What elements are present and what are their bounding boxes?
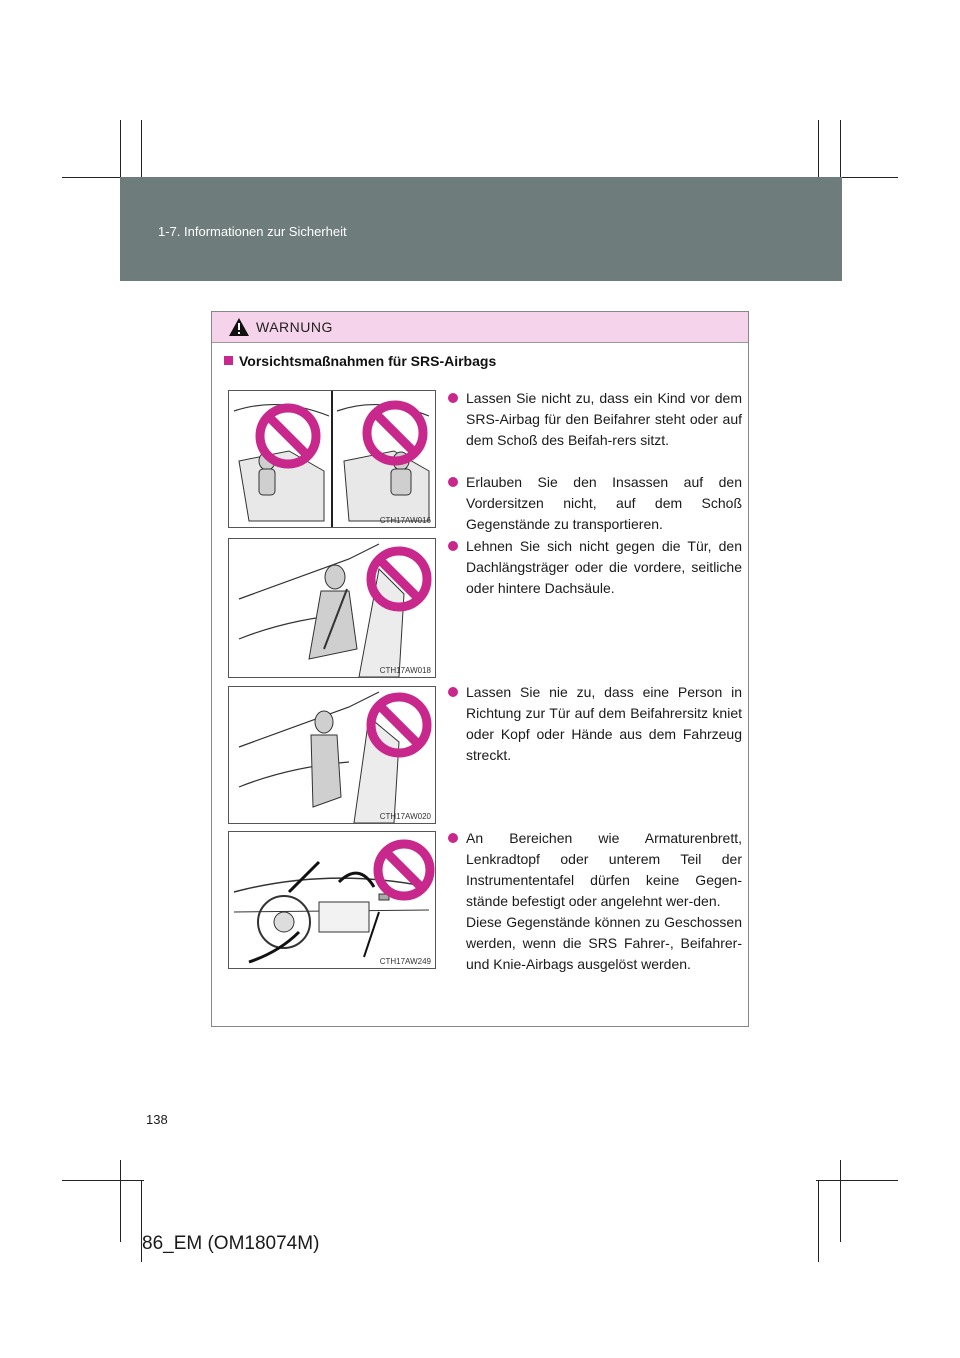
warning-box xyxy=(211,311,749,1027)
illustration-lean-door xyxy=(228,538,436,678)
illustration-code: CTH17AW249 xyxy=(379,957,431,966)
prohibition-icon xyxy=(378,844,430,896)
page-number: 138 xyxy=(146,1112,168,1127)
crop-mark xyxy=(840,1160,841,1242)
illustration-kneel-door xyxy=(228,686,436,824)
lean-door-drawing xyxy=(229,539,435,677)
crop-mark xyxy=(62,1180,144,1181)
crop-mark xyxy=(120,1160,121,1242)
section-title: 1-7. Informationen zur Sicherheit xyxy=(158,224,347,239)
warning-item xyxy=(448,472,742,535)
warning-header xyxy=(212,312,748,343)
round-bullet-icon xyxy=(448,477,458,487)
illustration-child-airbag xyxy=(228,390,436,528)
child-airbag-drawing xyxy=(229,391,435,527)
warning-subhead xyxy=(224,353,496,369)
warning-item xyxy=(448,828,742,975)
illustration-code: CTH17AW016 xyxy=(379,516,431,525)
warning-item-text: Lassen Sie nie zu, dass eine Person in Richtung zur Tür auf dem Beifahrersitz kniet oder Kopf oder Hände aus dem Fahrzeug streckt. xyxy=(466,684,742,763)
crop-mark xyxy=(816,1180,898,1181)
warning-item-text: Lehnen Sie sich nicht gegen die Tür, den Dachlängsträger oder die vordere, seitliche oder hintere Dachsäule. xyxy=(466,538,742,596)
warning-triangle-icon xyxy=(228,317,250,337)
dashboard-drawing xyxy=(229,832,435,968)
subhead-text: Vorsichtsmaßnahmen für SRS-Airbags xyxy=(239,353,497,369)
round-bullet-icon xyxy=(448,833,458,843)
warning-item xyxy=(448,536,742,599)
crop-mark xyxy=(818,1180,819,1262)
round-bullet-icon xyxy=(448,687,458,697)
illustration-code: CTH17AW020 xyxy=(379,812,431,821)
warning-item-text: An Bereichen wie Armaturenbrett, Lenkradtopf oder unterem Teil der Instrumententafel dürfen keine Gegen-stände befestigt oder angelehnt wer-den. Diese Gegenstände können zu Geschossen werden, wenn die SRS Fahrer-, Beifahrer- und Knie-Airbags ausgelöst werden. xyxy=(466,830,742,972)
warning-item xyxy=(448,388,742,451)
header-band xyxy=(120,177,842,281)
document-code: 86_EM (OM18074M) xyxy=(142,1233,320,1254)
square-bullet-icon xyxy=(224,356,233,365)
kneel-door-drawing xyxy=(229,687,435,823)
illustration-dashboard xyxy=(228,831,436,969)
warning-item-text: Lassen Sie nicht zu, dass ein Kind vor dem SRS-Airbag für den Beifahrer steht oder auf dem Schoß des Beifah-rers sitzt. xyxy=(466,390,742,448)
illustration-code: CTH17AW018 xyxy=(379,666,431,675)
warning-item xyxy=(448,682,742,766)
warning-label: WARNUNG xyxy=(256,319,333,335)
round-bullet-icon xyxy=(448,541,458,551)
round-bullet-icon xyxy=(448,393,458,403)
warning-item-text: Erlauben Sie den Insassen auf den Vordersitzen nicht, auf dem Schoß Gegenstände zu transportieren. xyxy=(466,474,742,532)
